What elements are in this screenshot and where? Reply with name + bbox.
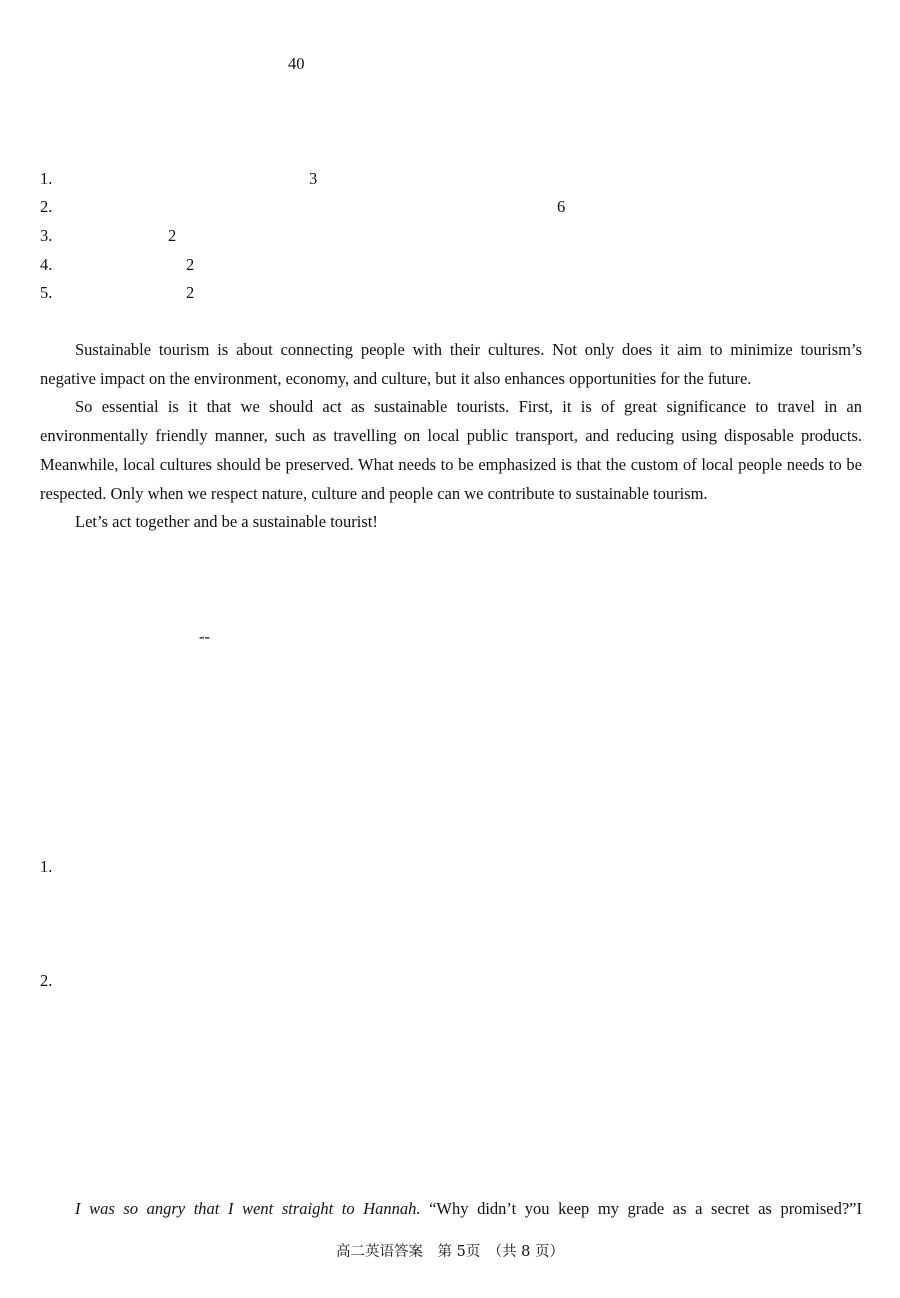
point-3-num: 3. bbox=[40, 226, 53, 245]
essay-paragraph-2: So essential is it that we should act as sustainable tourists. First, it is of great significance to travel in an environmentally friendly manner, such as travelling on local public transport, and reducing using disposable products. Meanwhile, local cultures should be preserved. What needs to be emphasized is that the custom of local people needs to be respected. Only when we respect nature, culture and people can we contribute to sustainable tourism. bbox=[40, 397, 862, 503]
point-4-num: 4. bbox=[40, 255, 53, 274]
essay-paragraph-1: Sustainable tourism is about connecting people with their cultures. Not only does it aim to minimize tourism’s negative impact on the environment, economy, and culture, but it also enhances opportunities for the future. bbox=[40, 340, 862, 388]
point-2-num: 2. bbox=[40, 197, 53, 216]
continuation-text bbox=[40, 1195, 862, 1224]
point-1-score: 3 bbox=[309, 169, 318, 188]
essay-paragraph-3: Let’s act together and be a sustainable tourist! bbox=[75, 512, 378, 532]
point-4-score: 2 bbox=[186, 255, 195, 274]
point-5-score: 2 bbox=[186, 283, 195, 302]
continuation-rest: “Why didn’t you keep my grade as a secret as promised?”I bbox=[420, 1199, 862, 1218]
continuation-italic: I was so angry that I went straight to Hannah. bbox=[75, 1199, 421, 1218]
point-5-num: 5. bbox=[40, 283, 53, 302]
section-score: 40 bbox=[288, 54, 305, 73]
item-2-1-num: 1. bbox=[40, 857, 53, 876]
point-3-score: 2 bbox=[168, 226, 177, 245]
page-footer: 高二英语答案 第 5页 （共 8 页） bbox=[335, 1244, 565, 1260]
point-1-num: 1. bbox=[40, 169, 53, 188]
item-2-2-num: 2. bbox=[40, 971, 53, 990]
sample-essay bbox=[40, 336, 862, 537]
point-2-score: 6 bbox=[557, 197, 566, 216]
dash-mark: -- bbox=[199, 627, 210, 646]
